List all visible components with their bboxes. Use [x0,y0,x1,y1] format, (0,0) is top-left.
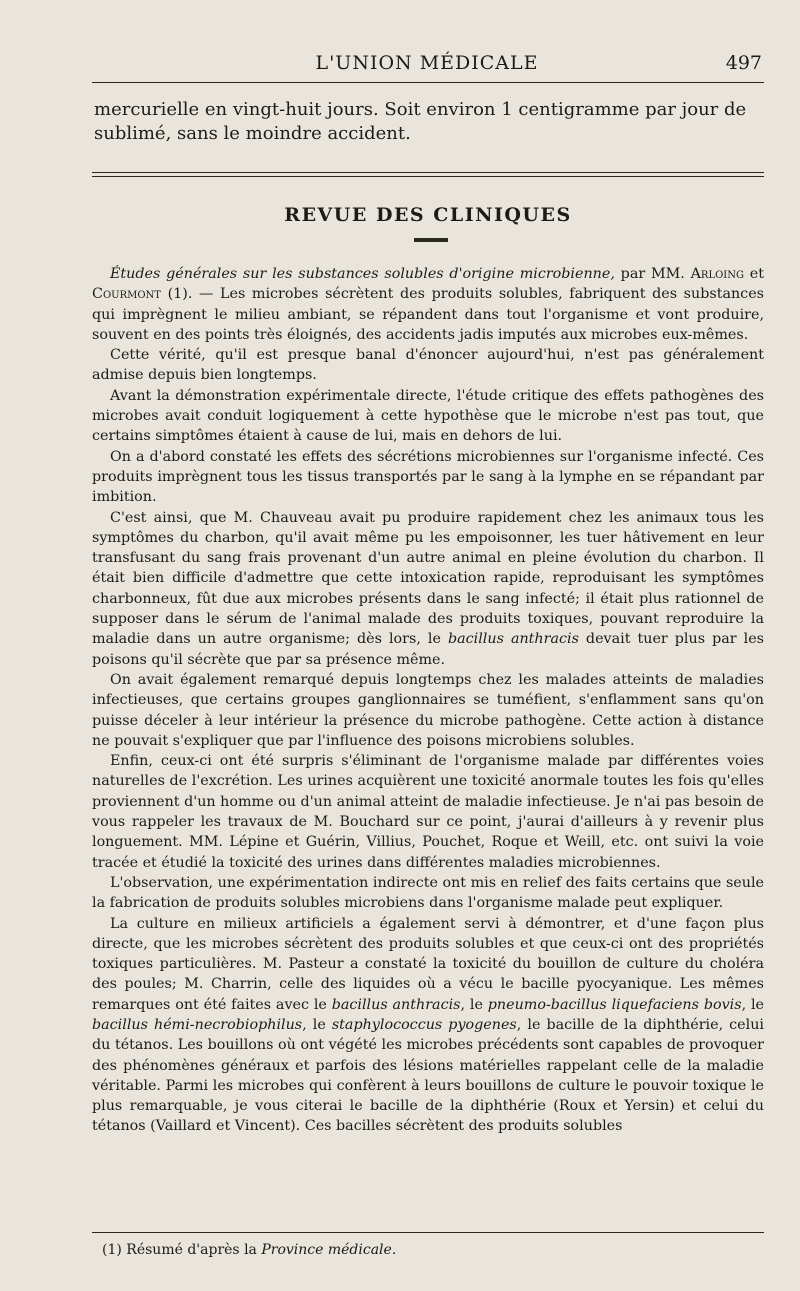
title-ornament [414,238,448,242]
p9-text-c: , le [741,996,765,1013]
paragraph-3: Avant la démonstration expérimentale directe, l'étude critique des effets pathogènes des microbes avait conduit logiquement à cette hypothèse que le microbe n'est pas tout, que certains simptômes étaient à cause de lui, mais en dehors de lui. [92,387,764,445]
page-number: 497 [725,52,762,74]
intro-text: Les microbes sécrètent des produits solubles, fabriquent des substances qui imprègnent le milieu ambiant, se répandent dans tout l'organisme et vont produire, souvent en des points très éloignés, des accidents jadis imputés aux microbes eux-mêmes. [92,286,764,343]
paragraph-9 [92,914,764,1137]
by-text: par MM. [614,266,691,282]
author-arloing: Arloing [690,266,744,282]
section-rule-top [92,172,764,173]
paragraph-5 [92,508,764,670]
footnote-number: (1) [102,1242,122,1258]
footnote-rule [92,1232,764,1233]
p9-italic-4: staphylococcus pyogenes [331,1016,517,1033]
carryover-text: mercurielle en vingt-huit jours. Soit environ 1 centigramme par jour de sublimé, sans le moindre accident. [94,99,747,144]
paragraph-2: Cette vérité, qu'il est presque banal d'énoncer aujourd'hui, n'est pas généralement admise depuis bien longtemps. [92,347,764,384]
p9-italic-2: pneumo-bacillus liquefaciens bovis [487,996,742,1013]
p9-italic-1: bacillus anthracis [331,996,461,1013]
p9-text-d: , le [302,1016,332,1033]
paragraph-4: On a d'abord constaté les effets des sécrétions microbiennes sur l'organisme infecté. Ces produits imprègnent tous les tissus transportés par le sang à la lymphe en se répandant par imbition. [92,448,764,506]
intro-paragraph [92,264,764,345]
paragraph-8: L'observation, une expérimentation indirecte ont mis en relief des faits certains que seule la fabrication de produits solubles microbiens dans l'organisme malade peut expliquer. [92,874,764,912]
header-rule [92,82,764,83]
p9-italic-3: bacillus hémi-necrobiophilus [92,1016,303,1033]
paragraph-7: Enfin, ceux-ci ont été surpris s'éliminant de l'organisme malade par différentes voies naturelles de l'excrétion. Les urines acquièrent une toxicité anormale toutes les fois qu'elles proviennent d'un homme ou d'un animal atteint de maladie infectieuse. Je n'ai pas besoin de vous rappeler les travaux de M. Bouchard sur ce point, j'aurai d'ailleurs à y revenir plus longuement. MM. Lépine et Guérin, Villius, Pouchet, Roque et Weill, etc. ont suivi la voie tracée et étudié la toxicité des urines dans différentes maladies microbiennes. [92,753,764,871]
footnote-text: Résumé d'après la [121,1242,262,1258]
article-title: Études générales sur les substances solubles d'origine microbienne, [110,266,615,282]
footnote-source: Province médicale. [261,1242,397,1258]
section-rule-bottom [92,176,764,177]
p9-text-a: La culture en milieux artificiels a également servi à démontrer, et d'une façon plus directe, que les microbes sécrètent des produits solubles et que ceux-ci ont des propriétés toxiques particulières. M. Pasteur a constaté la toxicité du bouillon de culture du choléra des poules; M. Charrin, celle des liquides où a vécu le bacille pyocyanique. Les mêmes remarques ont été faites avec le [92,915,764,1013]
running-header [92,52,762,78]
p9-text-b: , le [460,996,488,1013]
p9-text-e: , le bacille de la diphthérie, celui du tétanos. Les bouillons où ont végété les microbes précédents sont capables de provoquer des phénomènes généraux et parfois des lésions matérielles rappelant celle de la maladie véritable. Parmi les microbes qui confèrent à leurs bouillons de culture le pouvoir toxique le plus remarquable, je vous citerai le bacille de la diphthérie (Roux et Yersin) et celui du tétanos (Vaillard et Vincent). Ces bacilles sécrètent des produits solubles [92,1016,764,1135]
paragraph-6: On avait également remarqué depuis longtemps chez les malades atteints de maladies infectieuses, que certains groupes ganglionnaires se tuméfient, s'enflamment sans qu'on puisse déceler à leur intérieur la présence du microbe pathogène. Cette action à distance ne pouvait s'expliquer que par l'influence des poisons microbiens solubles. [92,671,764,749]
author-courmont: Courmont [92,286,161,303]
footnote [102,1242,762,1258]
and-text: et [744,266,764,282]
p5-italic: bacillus anthracis [447,631,579,648]
section-title: REVUE DES CLINIQUES [284,204,572,226]
journal-title: L'UNION MÉDICALE [315,52,539,74]
footnote-ref: (1). — [160,286,220,303]
p5-text-b: devait tuer plus par les poisons qu'il sécrète que par sa présence même. [92,631,764,668]
p5-text-a: C'est ainsi, que M. Chauveau avait pu produire rapidement chez les animaux tous les symptômes du charbon, qu'il avait même pu les empoisonner, les tuer hâtivement en leur transfusant du sang frais provenant d'un autre animal en pleine évolution du charbon. Il était bien difficile d'admettre que cette intoxication rapide, reproduisant les symptômes charbonneux, fût due aux microbes présents dans le sang infecté; il était plus rationnel de supposer dans le sérum de l'animal malade des produits toxiques, pouvant reproduire la maladie dans un autre organisme; dès lors, le [92,509,764,648]
article-body [92,264,764,1137]
